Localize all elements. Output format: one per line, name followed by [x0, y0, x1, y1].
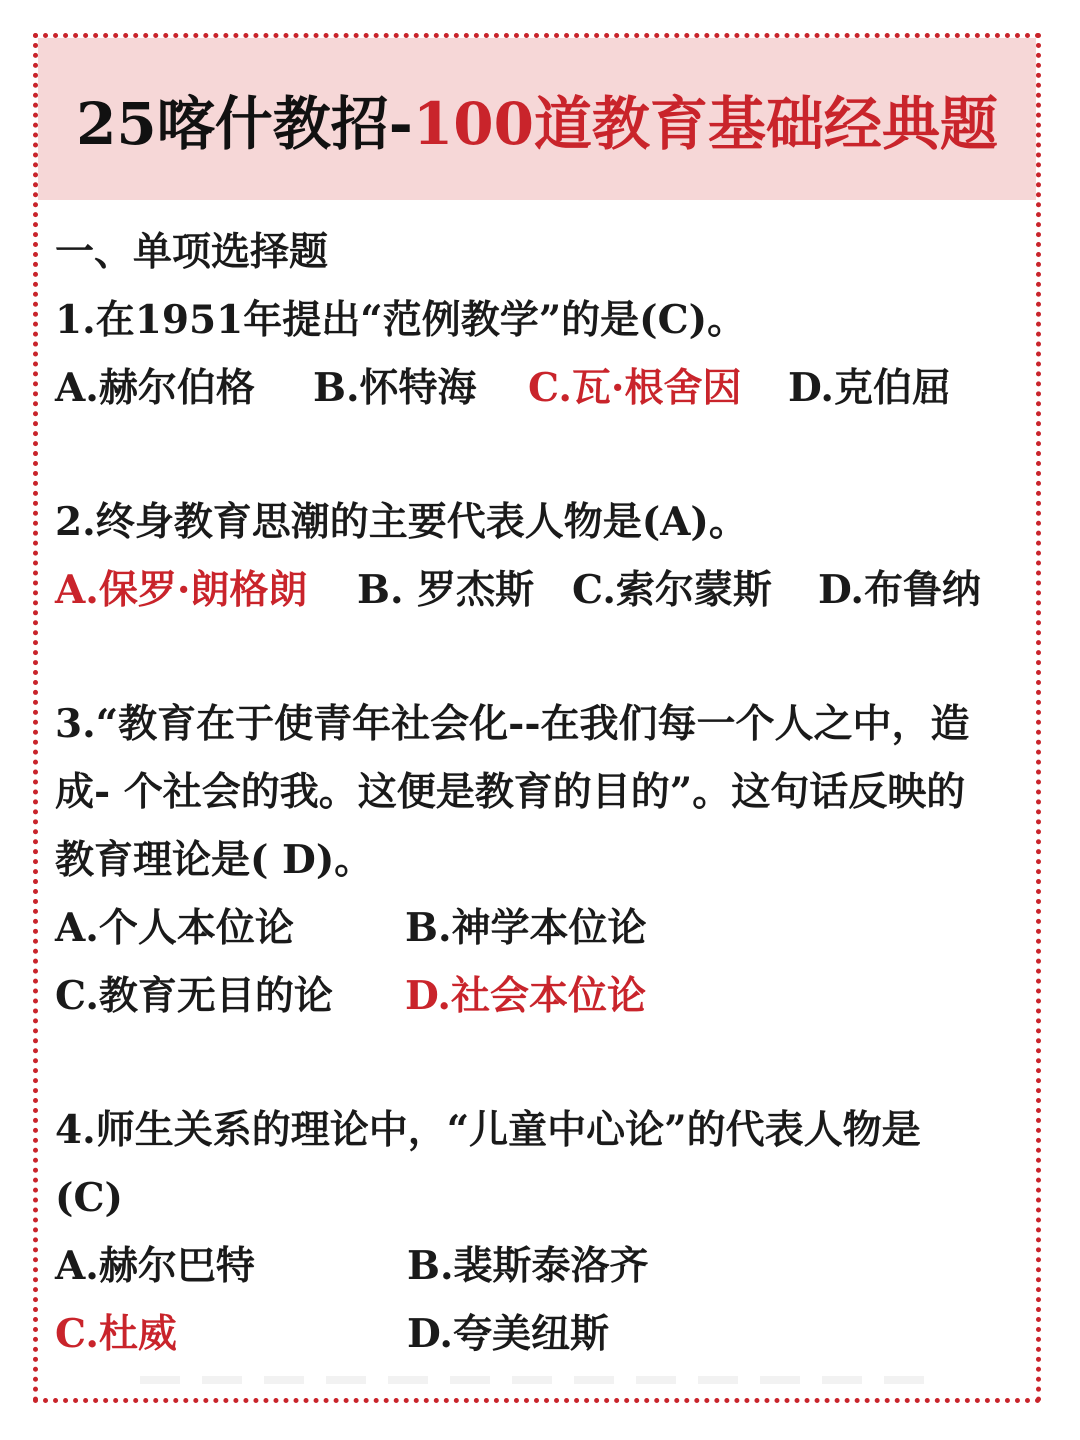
option-c: C.教育无目的论: [55, 973, 333, 1019]
option-b: B. 罗杰斯: [357, 567, 535, 613]
page-title: [76, 77, 998, 161]
question-1: [55, 286, 1025, 422]
option-d: D.布鲁纳: [818, 567, 982, 613]
spacer: [55, 624, 1025, 690]
option-c-correct: C.杜威: [55, 1311, 177, 1357]
question-text: 1.在1951年提出“范例教学”的是(C)。: [55, 297, 747, 343]
question-text-line-1: 3.“教育在于使青年社会化--在我们每一个人之中，造: [55, 701, 970, 747]
title-highlight: 100道教育基础经典题: [412, 90, 998, 158]
options-row-1: [55, 1232, 1025, 1300]
option-d: D.克伯屈: [788, 365, 952, 411]
question-text-line-3: 教育理论是( D)。: [55, 837, 374, 883]
spacer: [55, 1030, 1025, 1096]
spacer: [55, 422, 1025, 488]
faded-next-line: [140, 1376, 940, 1384]
option-d-correct: D.社会本位论: [405, 973, 647, 1019]
options-row: [55, 556, 1025, 624]
option-a: A.个人本位论: [55, 905, 294, 951]
option-b: B.裴斯泰洛齐: [407, 1243, 649, 1289]
options-row: [55, 354, 1025, 422]
question-text-line-2: 成- 个社会的我。这便是教育的目的”。这句话反映的: [55, 769, 966, 815]
question-3: [55, 690, 1025, 1030]
question-list: [55, 218, 1025, 1368]
option-a: A.赫尔巴特: [55, 1243, 255, 1289]
options-row-2: [55, 1300, 1025, 1368]
title-prefix: 25喀什教招-: [76, 90, 413, 158]
option-b: B.怀特海: [313, 365, 477, 411]
option-a: A.赫尔伯格: [55, 365, 255, 411]
question-text-line-2: (C): [55, 1175, 123, 1221]
option-c-correct: C.瓦·根舍因: [528, 365, 742, 411]
option-b: B.神学本位论: [405, 905, 647, 951]
question-4: [55, 1096, 1025, 1368]
title-banner: [38, 38, 1036, 200]
question-2: [55, 488, 1025, 624]
options-row-2: [55, 962, 1025, 1030]
options-row-1: [55, 894, 1025, 962]
option-a-correct: A.保罗·朗格朗: [55, 567, 308, 613]
question-text: 2.终身教育思潮的主要代表人物是(A)。: [55, 499, 748, 545]
section-heading: 一、单项选择题: [55, 229, 329, 275]
option-c: C.索尔蒙斯: [572, 567, 772, 613]
option-d: D.夸美纽斯: [407, 1311, 610, 1357]
question-text-line-1: 4.师生关系的理论中，“儿童中心论”的代表人物是: [55, 1107, 921, 1153]
